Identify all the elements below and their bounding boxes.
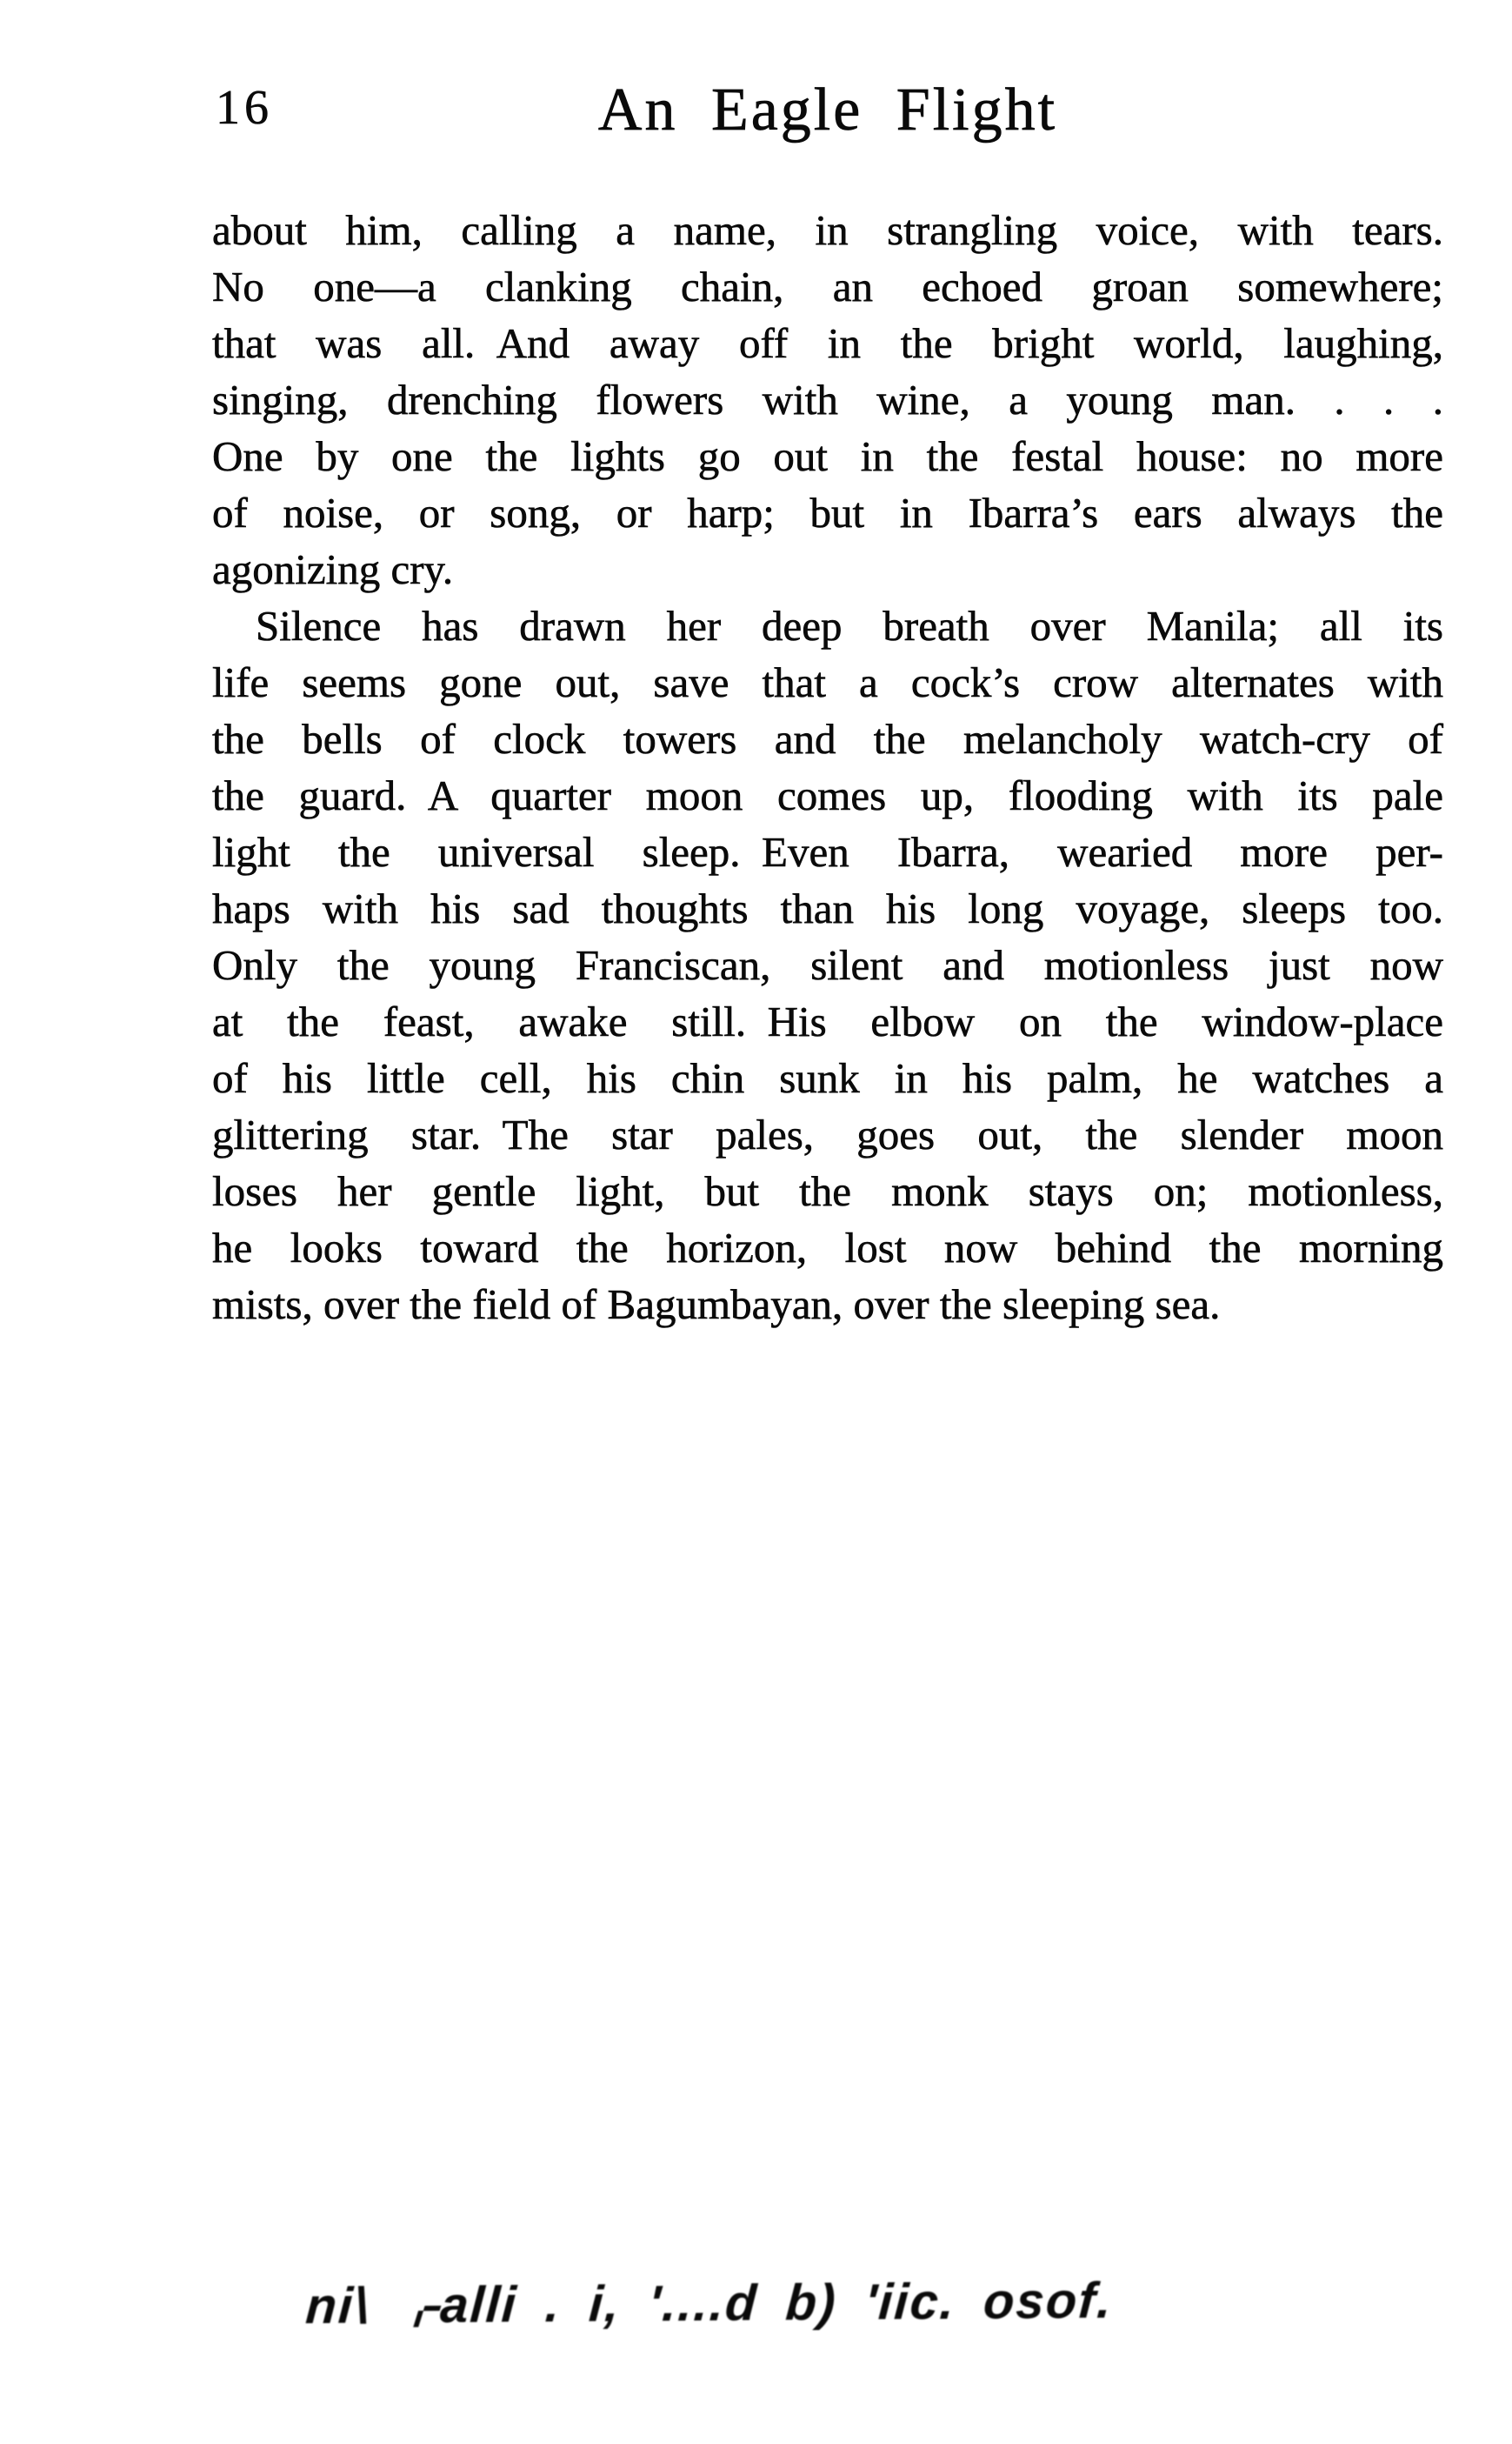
text-line: No one—a clanking chain, an echoed groan somewhere; (212, 263, 1443, 311)
text-line: he looks toward the horizon, lost now behind the morning (212, 1224, 1443, 1272)
text-line: haps with his sad thoughts than his long voyage, sleeps too. (212, 885, 1443, 932)
text-line: light the universal sleep. Even Ibarra, wearied more per- (212, 828, 1443, 876)
text-line: at the feast, awake still. His elbow on the window-place (212, 998, 1443, 1045)
text-line: the guard. A quarter moon comes up, flooding with its pale (212, 771, 1443, 819)
text-line: the bells of clock towers and the melancholy watch-cry of (212, 715, 1443, 763)
text-line: that was all. And away off in the bright world, laughing, (212, 319, 1443, 367)
text-line: One by one the lights go out in the festal house: no more (212, 432, 1443, 480)
text-line: Only the young Franciscan, silent and motionless just now (212, 941, 1443, 989)
page-title: An Eagle Flight (597, 77, 1058, 144)
text-line: agonizing cry. (212, 545, 454, 593)
text-line: Silence has drawn her deep breath over Manila; all its (256, 602, 1443, 650)
text-line: about him, calling a name, in strangling voice, with tears. (212, 206, 1443, 254)
text-line: loses her gentle light, but the monk stays on; motionless, (212, 1167, 1443, 1215)
text-line: singing, drenching flowers with wine, a young man. . . . (212, 376, 1443, 424)
text-line: mists, over the field of Bagumbayan, over the sleeping sea. (212, 1280, 1221, 1328)
page-number: 16 (216, 81, 273, 135)
body-text (212, 202, 1443, 1332)
footer-watermark: ni\ ⌌alli . i, '....d b) 'iic. osof. (303, 2272, 1115, 2335)
text-line: of his little cell, his chin sunk in his palm, he watches a (212, 1054, 1443, 1102)
text-line: glittering star. The star pales, goes out, the slender moon (212, 1111, 1443, 1159)
text-line: of noise, or song, or harp; but in Ibarra’s ears always the (212, 489, 1443, 537)
text-line: life seems gone out, save that a cock’s crow alternates with (212, 658, 1443, 706)
